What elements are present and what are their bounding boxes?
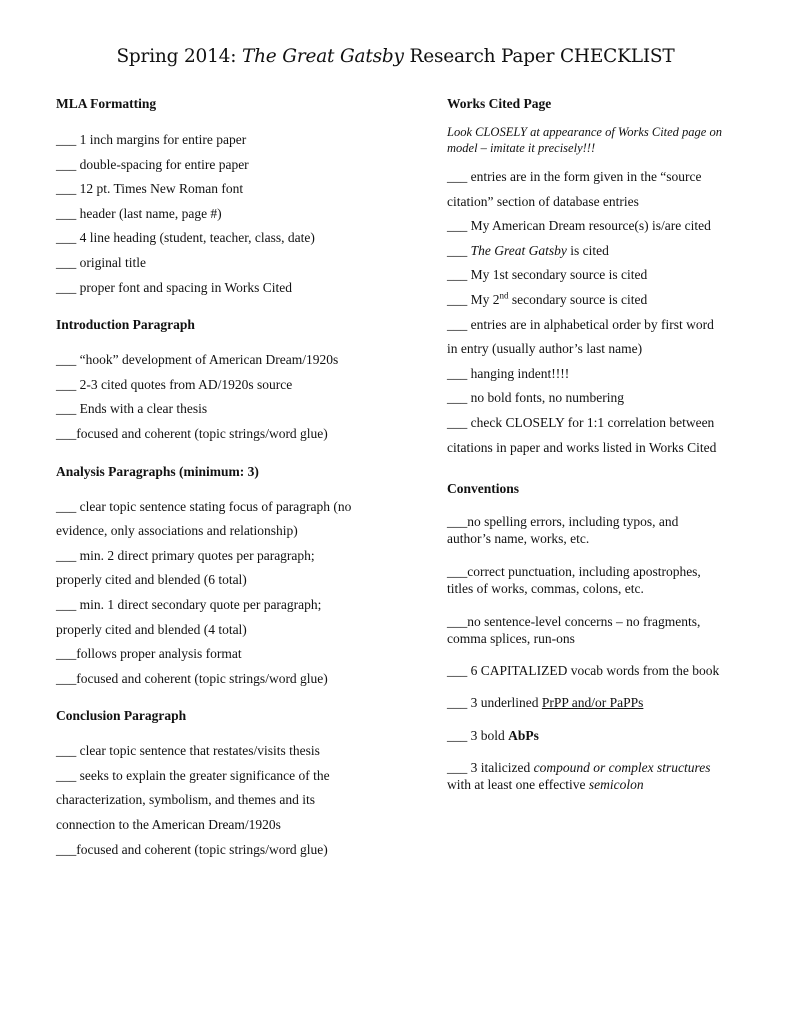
checklist-item: ___ hanging indent!!!! bbox=[447, 365, 570, 381]
gatsby-prefix: ___ bbox=[447, 242, 471, 258]
checklist-item: ___focused and coherent (topic strings/word glue) bbox=[56, 841, 328, 857]
checklist-item: ___ double-spacing for entire paper bbox=[56, 156, 249, 172]
checklist-item: in entry (usually author’s last name) bbox=[447, 341, 643, 357]
conclusion-heading: Conclusion Paragraph bbox=[56, 708, 187, 724]
right-column bbox=[447, 95, 747, 793]
mla-heading: MLA Formatting bbox=[56, 96, 157, 111]
checklist-item bbox=[447, 727, 747, 744]
checklist-item: ___focused and coherent (topic strings/word glue) bbox=[56, 425, 328, 441]
checklist-item bbox=[447, 776, 747, 793]
checklist-item bbox=[447, 694, 747, 711]
checklist-item: titles of works, commas, colons, etc. bbox=[447, 581, 644, 597]
bold-example: AbPs bbox=[508, 728, 539, 744]
checklist-item: ___ 1 inch margins for entire paper bbox=[56, 132, 247, 147]
italic-example: compound or complex structures bbox=[533, 760, 711, 776]
analysis-heading: Analysis Paragraphs (minimum: 3) bbox=[56, 463, 259, 479]
second-source-suffix: secondary source is cited bbox=[508, 291, 648, 307]
checklist-item: ___ original title bbox=[56, 254, 146, 270]
checklist-item: connection to the American Dream/1920s bbox=[56, 817, 281, 833]
checklist-item: ___ “hook” development of American Dream/1920s bbox=[56, 352, 339, 368]
checklist-item bbox=[447, 288, 747, 313]
underline-prefix: ___ 3 underlined bbox=[447, 695, 542, 711]
works-cited-note: Look CLOSELY at appearance of Works Cited page on bbox=[447, 125, 722, 139]
works-cited-note: model – imitate it precisely!!! bbox=[447, 140, 596, 155]
checklist-item: properly cited and blended (6 total) bbox=[56, 572, 247, 588]
semicolon-prefix: with at least one effective bbox=[447, 777, 589, 793]
checklist-item: ___ 6 CAPITALIZED vocab words from the book bbox=[447, 663, 720, 679]
checklist-item bbox=[447, 239, 747, 264]
checklist-item: ___no spelling errors, including typos, and bbox=[447, 514, 679, 530]
checklist-item: ___focused and coherent (topic strings/word glue) bbox=[56, 670, 328, 686]
checklist-item: ___correct punctuation, including apostrophes, bbox=[447, 564, 701, 580]
left-column bbox=[56, 95, 386, 862]
checklist-item: ___ My 1st secondary source is cited bbox=[447, 267, 648, 283]
checklist-item: ___ clear topic sentence that restates/visits thesis bbox=[56, 743, 320, 759]
checklist-item: ___ entries are in the form given in the “source bbox=[447, 169, 702, 184]
checklist-item: citations in paper and works listed in Works Cited bbox=[447, 439, 717, 455]
checklist-item: ___no sentence-level concerns – no fragments, bbox=[447, 614, 701, 630]
underline-example: PrPP and/or PaPPs bbox=[541, 695, 644, 711]
checklist-item: comma splices, run-ons bbox=[447, 631, 575, 647]
checklist-item: ___ 12 pt. Times New Roman font bbox=[56, 181, 244, 197]
works-cited-heading: Works Cited Page bbox=[447, 96, 552, 111]
title-suffix: Research Paper CHECKLIST bbox=[403, 46, 675, 67]
checklist-item: ___ min. 1 direct secondary quote per paragraph; bbox=[56, 596, 322, 612]
gatsby-suffix: is cited bbox=[566, 242, 609, 258]
checklist-item: ___follows proper analysis format bbox=[56, 646, 242, 662]
checklist-item: ___ My American Dream resource(s) is/are cited bbox=[447, 218, 711, 234]
checklist-item: citation” section of database entries bbox=[447, 193, 639, 209]
checklist-item: ___ min. 2 direct primary quotes per paragraph; bbox=[56, 547, 315, 563]
semicolon-word: semicolon bbox=[588, 777, 644, 793]
checklist-item: evidence, only associations and relationship) bbox=[56, 523, 298, 539]
ordinal-suffix: nd bbox=[499, 290, 509, 301]
checklist-item: ___ no bold fonts, no numbering bbox=[447, 390, 624, 406]
checklist-item: ___ 2-3 cited quotes from AD/1920s source bbox=[56, 376, 293, 392]
introduction-heading: Introduction Paragraph bbox=[56, 317, 195, 333]
bold-prefix: ___ 3 bold bbox=[447, 728, 509, 744]
checklist-item: ___ clear topic sentence stating focus of paragraph (no bbox=[56, 498, 352, 514]
checklist-item: characterization, symbolism, and themes and its bbox=[56, 792, 316, 808]
checklist-item bbox=[447, 759, 747, 776]
second-source-prefix: ___ My 2 bbox=[447, 291, 500, 307]
checklist-item: ___ entries are in alphabetical order by first word bbox=[447, 316, 714, 332]
checklist-item: ___ seeks to explain the greater significance of the bbox=[56, 767, 330, 783]
checklist-item: ___ check CLOSELY for 1:1 correlation between bbox=[447, 414, 715, 430]
conventions-heading: Conventions bbox=[447, 481, 520, 497]
italic-prefix: ___ 3 italicized bbox=[447, 760, 534, 776]
checklist-item: ___ proper font and spacing in Works Cited bbox=[56, 279, 292, 295]
title-prefix: Spring 2014: bbox=[116, 46, 242, 67]
checklist-item: ___ 4 line heading (student, teacher, class, date) bbox=[56, 230, 315, 246]
document-title bbox=[0, 46, 791, 67]
title-book: The Great Gatsby bbox=[241, 46, 404, 67]
checklist-item: author’s name, works, etc. bbox=[447, 531, 590, 547]
checklist-item: properly cited and blended (4 total) bbox=[56, 621, 247, 637]
checklist-item: ___ header (last name, page #) bbox=[56, 205, 222, 221]
gatsby-title: The Great Gatsby bbox=[470, 242, 567, 258]
checklist-item: ___ Ends with a clear thesis bbox=[56, 401, 208, 417]
